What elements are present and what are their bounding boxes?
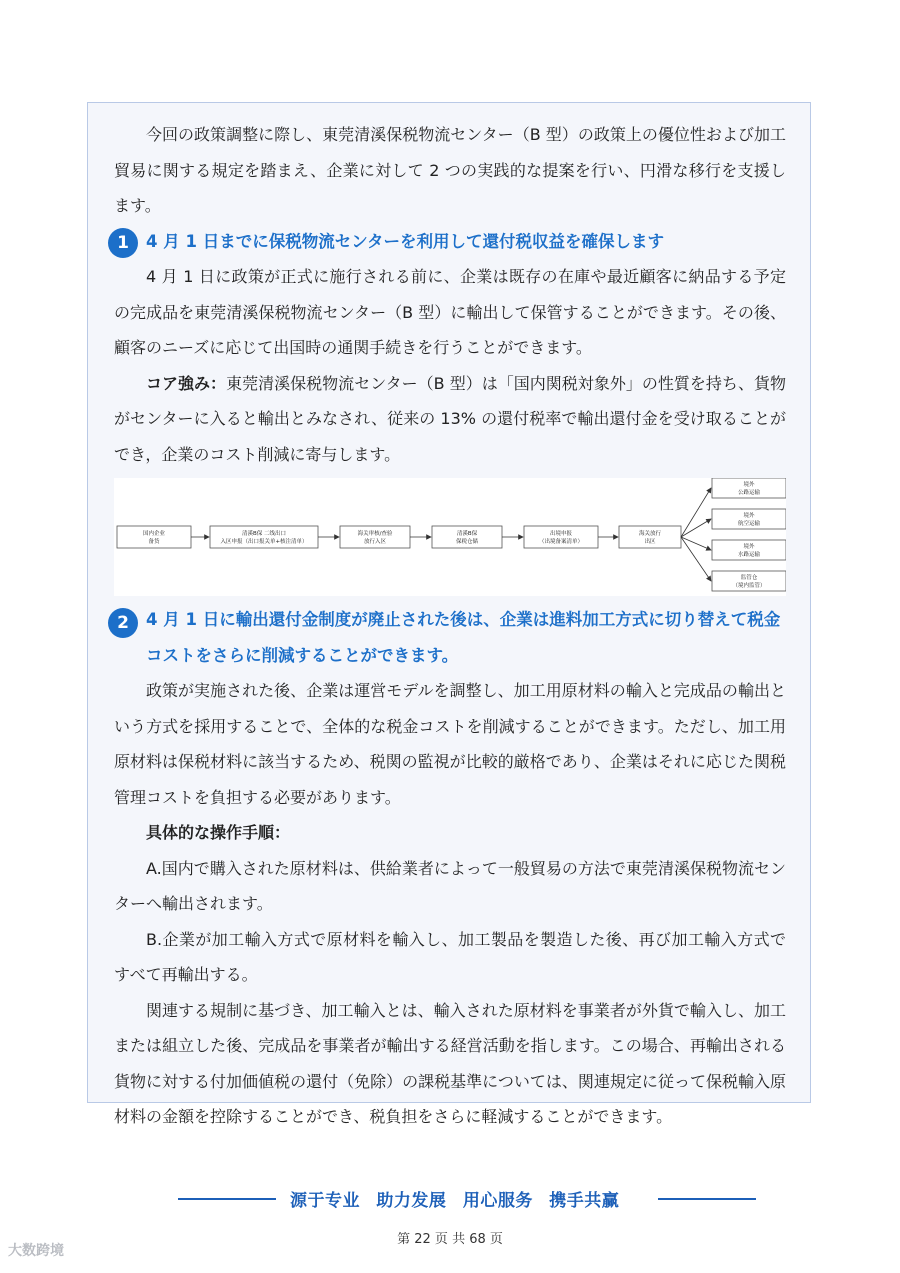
section-1-body: 4 月 1 日に政策が正式に施行される前に、企業は既存の在庫や最近顧客に納品する予定の完成品を東莞清溪保税物流センター（B 型）に輸出して保管することができます。その後、顧客のニーズに応じて出国時の通関手続きを行うことができます。 [114,267,786,357]
section-2-badge: 2 [108,608,138,638]
core-strength-paragraph [114,366,786,473]
flow-output-label-2: 航空运输 [737,521,761,527]
flow-node-6 [619,526,681,548]
slogan-text: 源于专业 助力发展 用心服务 携手共赢 [290,1191,620,1211]
section-1-badge: 1 [108,228,138,258]
section-2-title: 4 月 1 日に輸出還付金制度が廃止された後は、企業は進料加工方式に切り替えて税金コストをさらに削減することができます。 [146,610,781,665]
flow-node-label-2: （出境备案清单） [538,539,584,545]
flow-node-1 [117,526,191,548]
flow-output-label-1: 境外 [743,544,755,550]
flow-node-2 [210,526,318,548]
flow-node-label-1: 国内企业 [142,531,166,537]
flow-node-5 [524,526,598,548]
flow-output-label-1: 境外 [743,482,755,488]
flow-output-1 [712,478,786,498]
closing-paragraph: 関連する規制に基づき、加工輸入とは、輸入された原材料を事業者が外貨で輸入し、加工または組立した後、完成品を事業者が輸出する経営活動を指します。この場合、再輸出される貨物に対する付加価値税の還付（免除）の課税基準については、関連規定に従って保税輸入原材料の金額を控除することができ、税負担をさらに軽減することができます。 [114,1000,786,1126]
flow-node-3 [340,526,410,548]
page-number: 第 22 页 共 68 页 [397,1232,503,1247]
flow-output-4 [712,571,786,591]
core-strength-text: 東莞清溪保税物流センター（B 型）は「国内関税対象外」の性質を持ち、貨物がセンターに入ると輸出とみなされ、従来の 13% の還付税率で輸出還付金を受け取ることができ，企業のコスト削減に寄与します。 [114,373,786,464]
flow-node-4 [432,526,502,548]
steps-title: 具体的な操作手順： [146,823,291,842]
footer-slogan [0,1186,900,1212]
flow-node-label-1: 海关审核/查验 [357,531,393,537]
section-1-title: 4 月 1 日までに保税物流センターを利用して還付税収益を確保します [146,231,665,251]
brand-logo: 大数跨境 [8,1243,64,1259]
flow-output-label-2: 水路运输 [737,552,761,558]
flow-node-label-1: 出境申报 [549,531,573,537]
section-2-heading [108,602,786,673]
flow-node-label-2: 出区 [644,539,656,545]
flow-node-label-2: 保税仓储 [455,539,479,545]
flow-output-label-2: 公路运输 [737,490,761,496]
step-b: B.企業が加工輸入方式で原材料を輸入し、加工製品を製造した後、再び加工輸入方式ですべて再輸出する。 [114,929,786,984]
flow-output-3 [712,540,786,560]
flow-output-label-2: （境内监管） [732,583,766,589]
slogan-line-right [658,1198,756,1200]
flow-node-label-2: 备货 [148,539,160,545]
flow-branch-arrow [681,488,711,537]
section-2-body: 政策が実施された後、企業は運営モデルを調整し、加工用原材料の輸入と完成品の輸出という方式を採用することで、全体的な税金コストを削減することができます。ただし、加工用原材料は保税材料に該当するため、税関の監視が比較的厳格であり、企業はそれに応じた関税管理コストを負担する必要があります。 [114,681,786,807]
step-a: A.国内で購入された原材料は、供給業者によって一般貿易の方法で東莞清溪保税物流センターへ輸出されます。 [114,858,786,913]
flow-branch-arrow [681,519,711,537]
flow-output-2 [712,509,786,529]
content [114,117,786,1135]
flowchart [114,478,786,596]
content-box [87,102,811,1126]
flow-node-label-1: 清溪B保 二线出口 [241,531,287,537]
slogan-line-left [178,1198,276,1200]
flowchart-svg [114,478,786,596]
flow-node-label-2: 放行入区 [363,539,387,545]
flow-node-label-1: 海关放行 [638,531,662,537]
flow-output-label-1: 监管仓 [740,575,758,581]
core-strength-label: コア強み： [146,373,227,393]
section-1-heading [108,224,786,260]
flow-output-label-1: 境外 [743,513,755,519]
flow-node-label-1: 清溪B保 [456,531,478,537]
flow-node-label-2: 入区申报（出口报关单+核注清单） [220,539,308,545]
intro-paragraph: 今回の政策調整に際し、東莞清溪保税物流センター（B 型）の政策上の優位性および加工貿易に関する規定を踏まえ、企業に対して 2 つの実践的な提案を行い、円滑な移行を支援します。 [114,125,786,215]
